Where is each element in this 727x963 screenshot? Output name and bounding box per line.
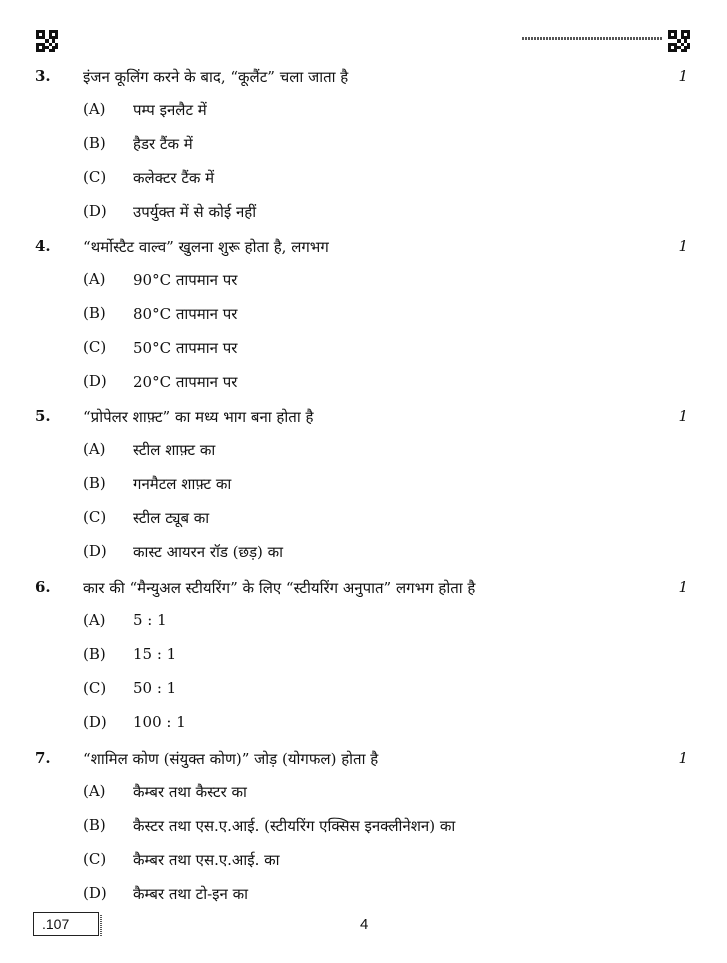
- question-number: 3.: [35, 67, 51, 85]
- option-label: (C): [83, 850, 107, 868]
- option-text: हैडर टैंक में: [133, 135, 193, 153]
- option-label: (D): [83, 884, 107, 902]
- option-label: (B): [83, 474, 106, 492]
- option-label: (B): [83, 816, 106, 834]
- option-text: 90°C तापमान पर: [133, 271, 238, 289]
- option-label: (B): [83, 304, 106, 322]
- option-text: गनमैटल शाफ़्ट का: [133, 475, 232, 493]
- question-text: “शामिल कोण (संयुक्त कोण)” जोड़ (योगफल) होता है: [83, 750, 379, 768]
- option-text: कास्ट आयरन रॉड (छड़) का: [133, 543, 284, 561]
- question-text: “थर्मोस्टैट वाल्व” खुलना शुरू होता है, लगभग: [83, 238, 329, 256]
- page-number: 4: [360, 916, 369, 933]
- option-label: (B): [83, 134, 106, 152]
- option-label: (A): [83, 611, 106, 629]
- question-marks: 1: [678, 578, 688, 596]
- option-label: (A): [83, 440, 106, 458]
- option-text: कैम्बर तथा टो-इन का: [133, 885, 249, 903]
- option-text: कलेक्टर टैंक में: [133, 169, 215, 187]
- option-text: कैस्टर तथा एस.ए.आई. (स्टीयरिंग एक्सिस इनक्लीनेशन) का: [133, 817, 456, 835]
- option-text: 50 : 1: [133, 679, 177, 697]
- option-label: (A): [83, 100, 106, 118]
- option-label: (A): [83, 270, 106, 288]
- option-label: (D): [83, 713, 107, 731]
- question-number: 7.: [35, 749, 51, 767]
- paper-code: [33, 912, 99, 936]
- question-marks: 1: [678, 749, 688, 767]
- qr-code-icon: [36, 30, 58, 52]
- option-label: (C): [83, 679, 107, 697]
- option-text: 20°C तापमान पर: [133, 373, 238, 391]
- question-marks: 1: [678, 237, 688, 255]
- question-text: “प्रोपेलर शाफ़्ट” का मध्य भाग बना होता है: [83, 408, 314, 426]
- option-text: 100 : 1: [133, 713, 186, 731]
- option-text: 15 : 1: [133, 645, 177, 663]
- option-label: (D): [83, 372, 107, 390]
- option-label: (D): [83, 202, 107, 220]
- option-text: स्टील शाफ़्ट का: [133, 441, 216, 459]
- option-text: कैम्बर तथा कैस्टर का: [133, 783, 247, 801]
- option-text: पम्प इनलैट में: [133, 101, 207, 119]
- qr-code-icon: [668, 30, 690, 52]
- option-label: (D): [83, 542, 107, 560]
- option-text: 80°C तापमान पर: [133, 305, 238, 323]
- option-label: (C): [83, 168, 107, 186]
- option-label: (A): [83, 782, 106, 800]
- option-label: (C): [83, 508, 107, 526]
- question-text: कार की “मैन्युअल स्टीयरिंग” के लिए “स्टीयरिंग अनुपात” लगभग होता है: [83, 579, 476, 597]
- question-number: 6.: [35, 578, 51, 596]
- option-text: स्टील ट्यूब का: [133, 509, 210, 527]
- question-marks: 1: [678, 407, 688, 425]
- question-text: इंजन कूलिंग करने के बाद, “कूलैंट” चला जाता है: [83, 68, 349, 86]
- question-marks: 1: [678, 67, 688, 85]
- option-text: 50°C तापमान पर: [133, 339, 238, 357]
- question-number: 4.: [35, 237, 51, 255]
- option-text: कैम्बर तथा एस.ए.आई. का: [133, 851, 280, 869]
- option-text: 5 : 1: [133, 611, 167, 629]
- option-label: (C): [83, 338, 107, 356]
- header-barcode-line: [522, 37, 663, 40]
- question-number: 5.: [35, 407, 51, 425]
- option-label: (B): [83, 645, 106, 663]
- option-text: उपर्युक्त में से कोई नहीं: [133, 203, 257, 221]
- paper-code-text: .107: [42, 916, 70, 932]
